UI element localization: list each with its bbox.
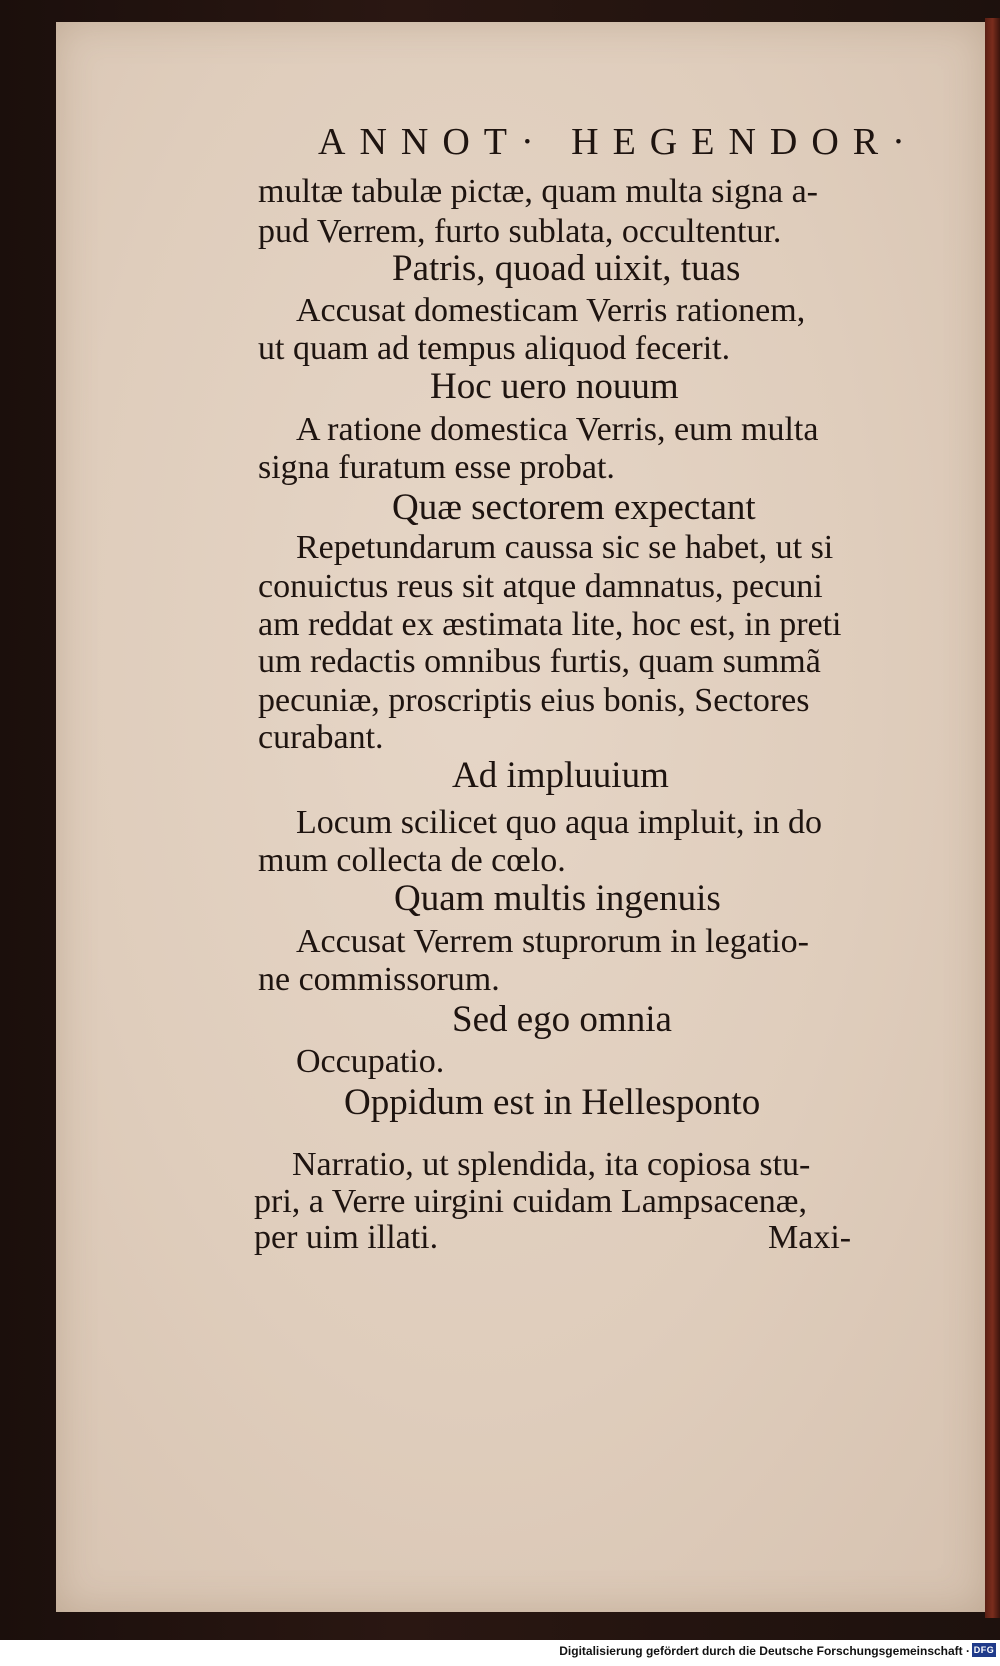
text-line: signa furatum esse probat. (258, 449, 615, 486)
footer-bar (0, 1640, 1000, 1666)
text-line: ut quam ad tempus aliquod fecerit. (258, 330, 731, 367)
book-edge (985, 18, 1000, 1618)
text-line: A ratione domestica Verris, eum multa (296, 411, 819, 448)
catchword: Maxi- (768, 1219, 852, 1256)
text-line: pud Verrem, furto sublata, occultentur. (258, 213, 782, 250)
text-line: Narratio, ut splendida, ita copiosa stu- (292, 1146, 811, 1183)
text-line: Accusat domesticam Verris rationem, (296, 292, 806, 329)
text-line: conuictus reus sit atque damnatus, pecuni (258, 568, 823, 605)
text-line: Occupatio. (296, 1043, 445, 1080)
lemma-heading: Sed ego omnia (452, 999, 672, 1040)
running-head: ANNOT· HEGENDOR· (318, 121, 919, 163)
text-line: per uim illati. (254, 1219, 439, 1256)
text-line: multæ tabulæ pictæ, quam multa signa a- (258, 173, 818, 210)
text-line: curabant. (258, 719, 384, 756)
dfg-logo: DFG (973, 1645, 995, 1655)
text-line: am reddat ex æstimata lite, hoc est, in preti (258, 606, 842, 643)
lemma-heading: Patris, quoad uixit, tuas (392, 248, 741, 289)
lemma-heading: Quam multis ingenuis (394, 878, 721, 919)
lemma-heading: Oppidum est in Hellesponto (344, 1082, 761, 1123)
text-line: um redactis omnibus furtis, quam summã (258, 643, 821, 680)
text-line: pecuniæ, proscriptis eius bonis, Sectores (258, 682, 810, 719)
text-line: pri, a Verre uirgini cuidam Lampsacenæ, (254, 1183, 807, 1220)
text-line: Locum scilicet quo aqua impluit, in do (296, 804, 822, 841)
text-line: ne commissorum. (258, 961, 500, 998)
text-line: Accusat Verrem stuprorum in legatio- (296, 923, 810, 960)
lemma-heading: Quæ sectorem expectant (392, 487, 756, 528)
lemma-heading: Ad impluuium (452, 755, 669, 796)
text-line: mum collecta de cœlo. (258, 842, 566, 879)
text-line: Repetundarum caussa sic se habet, ut si (296, 529, 834, 566)
lemma-heading: Hoc uero nouum (430, 366, 679, 407)
funding-credit: Digitalisierung gefördert durch die Deutsche Forschungsgemeinschaft · (559, 1644, 970, 1658)
